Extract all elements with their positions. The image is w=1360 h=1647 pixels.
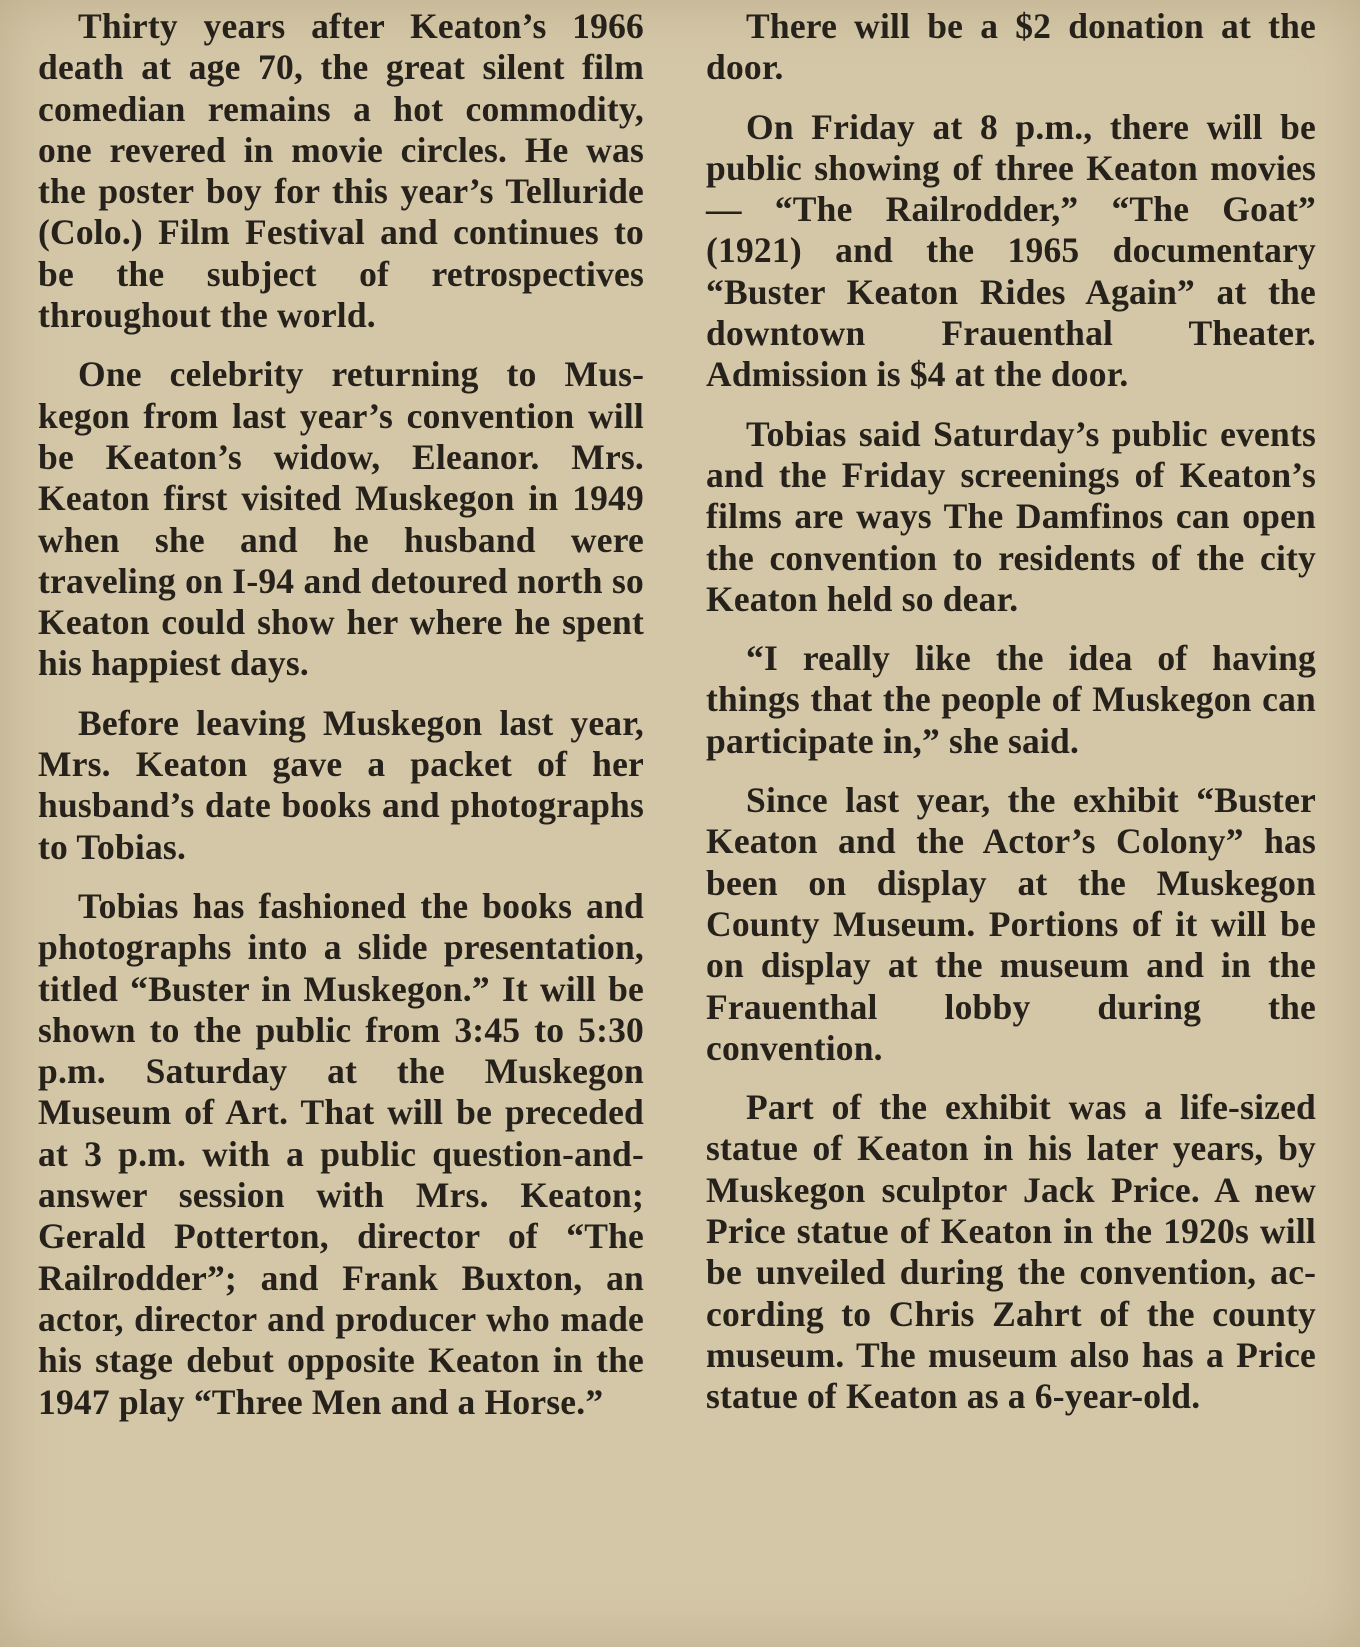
paragraph-eleanor-keaton: One celebrity returning to Muskegon from last year’s convention will be Keaton’s widow, Eleanor. Mrs. Keaton first visited Muskegon in 1949 when she and he husband were traveling on I-94 and detoured north so Keaton could show her where he spent his happiest days. — [38, 354, 644, 684]
paragraph-quote: “I really like the idea of having things that the people of Muskegon can participate in,” she said. — [706, 638, 1316, 761]
paragraph-friday-showing: On Friday at 8 p.m., there will be public showing of three Keaton movies — “The Railrodder,” “The Goat” (1921) and the 1965 documentary “Buster Keaton Rides Again” at the downtown Frauenthal Theater. Admission is $4 at the door. — [706, 106, 1316, 395]
article-column-right — [706, 6, 1316, 1436]
article-column-left — [38, 6, 644, 1441]
paragraph-keaton-legacy: Thirty years after Keaton’s 1966 death at age 70, the great silent film comedian remains a hot commodity, one revered in movie circles. He was the poster boy for this year’s Telluride (Colo.) Film Festival and continues to be the subject of retrospectives throughout the world. — [38, 6, 644, 336]
paragraph-exhibit: Since last year, the exhibit “Buster Keaton and the Actor’s Colony” has been on display at the Muskegon County Museum. Portions of it will be on display at the museum and in the Frauenthal lobby during the convention. — [706, 780, 1316, 1068]
paragraph-slide-presentation: Tobias has fashioned the books and photographs into a slide presentation, titled “Buster in Muskegon.” It will be shown to the public from 3:45 to 5:30 p.m. Saturday at the Muskegon Museum of Art. That will be preceded at 3 p.m. with a public question-and-answer session with Mrs. Keaton; Gerald Potterton, director of “The Railrodder”; and Frank Buxton, an actor, director and producer who made his stage debut opposite Keaton in the 1947 play “Three Men and a Horse.” — [38, 885, 644, 1422]
paragraph-date-books: Before leaving Muskegon last year, Mrs. Keaton gave a packet of her husband’s date books and photographs to Tobias. — [38, 702, 644, 867]
paragraph-statue: Part of the exhibit was a life-sized statue of Keaton in his later years, by Muskegon sculptor Jack Price. A new Price statue of Keaton in the 1920s will be unveiled during the convention, according to Chris Zahrt of the county museum. The museum also has a Price statue of Keaton as a 6-year-old. — [706, 1087, 1316, 1417]
paragraph-donation: There will be a $2 donation at the door. — [706, 6, 1316, 88]
paragraph-public-events: Tobias said Saturday’s public events and the Friday screenings of Keaton’s films are ways The Damfinos can open the convention to residents of the city Keaton held so dear. — [706, 413, 1316, 619]
